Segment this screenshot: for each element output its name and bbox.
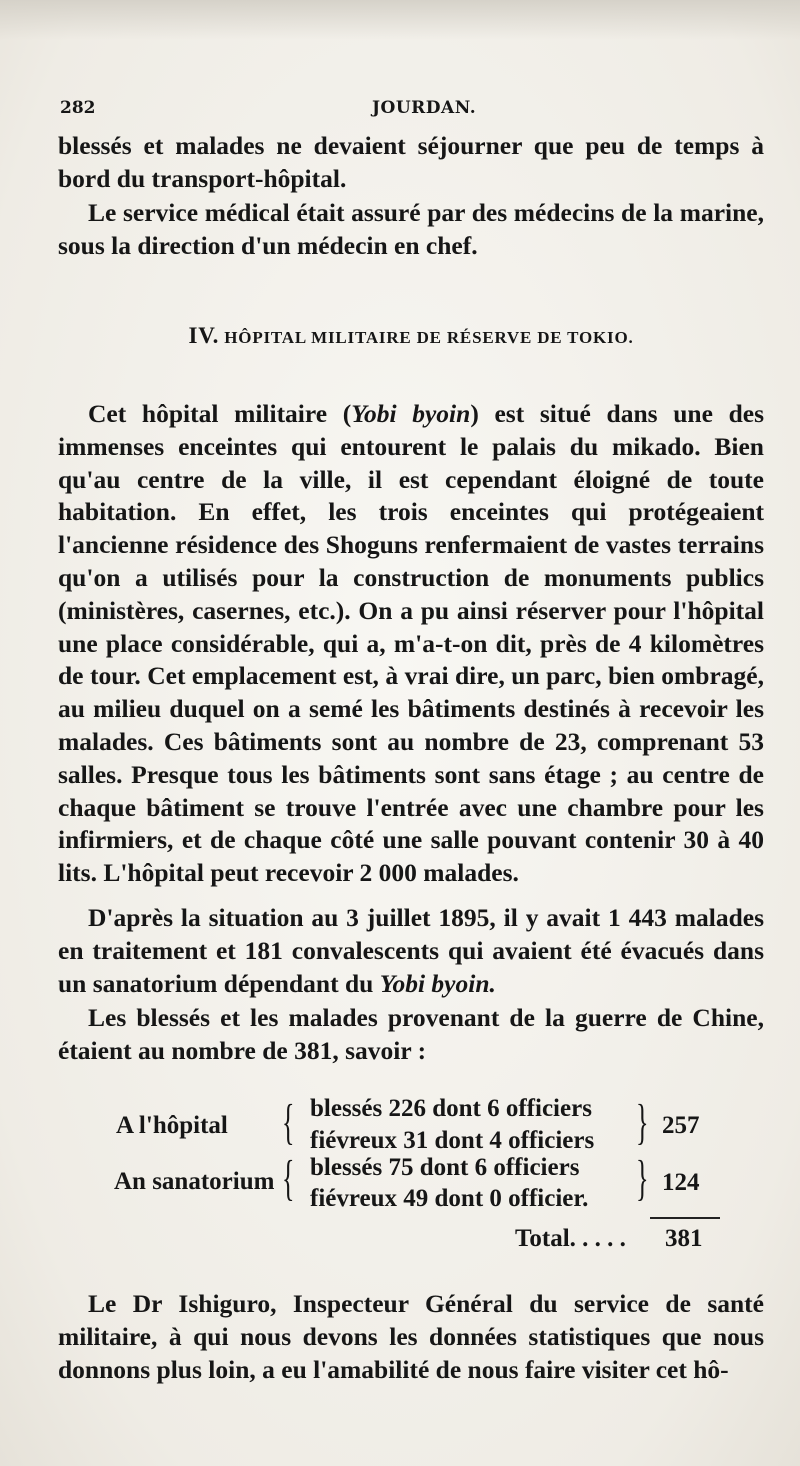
brace-right-sanatorium: } <box>636 1151 649 1207</box>
sum-rule <box>650 1217 720 1219</box>
p3-text-b: ) est situé dans une des immenses enceintes qui entourent le palais du mikado. Bien qu'au centre de la ville, il est cependant éloigné de toute habitation. En effet, les trois enceintes qui protégeaient l'ancienne résidence des Shoguns renfermaient de vastes terrains qu'on a utilisés pour la construction de monuments publics (ministères, casernes, etc.). On a pu ainsi réserver pour l'hôpital une place considérable, qui a, m'a-t-on dit, près de 4 kilomètres de tour. Cet emplacement est, à vrai dire, un parc, bien ombragé, au milieu duquel on a semé les bâtiments destinés à recevoir les malades. Ces bâtiments sont au nombre de 23, comprenant 53 salles. Presque tous les bâtiments sont sans étage ; au centre de chaque bâtiment se trouve l'entrée avec une chambre pour les infirmiers, et de chaque côté une salle pouvant contenir 30 à 40 lits. L'hôpital peut recevoir 2 000 malades. <box>58 399 765 888</box>
p4-italic-name: Yobi byoin. <box>379 968 496 998</box>
section-title: HÔPITAL MILITAIRE DE RÉSERVE DE TOKIO. <box>224 328 634 347</box>
total-label: Total. . . . . <box>515 1225 626 1252</box>
section-numeral: IV. <box>188 323 220 348</box>
paragraph-ishiguro: Le Dr Ishiguro, Inspecteur Général du service de santé militaire, à qui nous devons les données statistiques que nous donnons plus loin, a eu l'amabilité de nous faire visiter cet hô- <box>58 1289 764 1384</box>
brace-left-sanatorium: { <box>282 1151 295 1207</box>
paragraph-medical-service: Le service médical était assuré par des médecins de la marine, sous la direction d'un médecin en chef. <box>58 198 764 260</box>
total-value: 381 <box>665 1225 703 1252</box>
running-title: JOURDAN. <box>372 98 477 118</box>
group-label-sanatorium: An sanatorium <box>114 1168 275 1195</box>
p4-text-a: D'après la situation au 3 juillet 1895, il y avait 1 443 malades en traitement et 181 convalescents qui avaient été évacués dans un sanatorium dépendant du <box>58 903 764 998</box>
p3-italic-name: Yobi byoin <box>351 399 471 428</box>
paragraph-situation <box>58 902 764 1000</box>
p3-text-a: Cet hôpital militaire ( <box>88 399 352 428</box>
section-heading <box>58 323 764 349</box>
table-row-hospital-fever: fiévreux 31 dont 4 officiers <box>310 1127 595 1154</box>
paragraph-hospital-description <box>58 398 764 890</box>
paragraph-continuation: blessés et malades ne devaient séjourner que peu de temps à bord du transport-hôpital. <box>58 131 764 193</box>
subtotal-hospital: 257 <box>662 1112 700 1139</box>
group-label-hospital: A l'hôpital <box>116 1112 228 1139</box>
table-row-sanatorium-fever: fiévreux 49 dont 0 officier. <box>310 1185 589 1212</box>
subtotal-sanatorium: 124 <box>662 1169 700 1196</box>
paragraph-war-casualties: Les blessés et les malades provenant de la guerre de Chine, étaient au nombre de 381, savoir : <box>58 1003 764 1065</box>
table-row-sanatorium-wounded: blessés 75 dont 6 officiers <box>310 1154 580 1181</box>
page-number: 282 <box>60 98 96 118</box>
scan-edge-shadow <box>0 0 800 40</box>
table-row-hospital-wounded: blessés 226 dont 6 officiers <box>310 1095 592 1122</box>
casualty-table <box>0 1095 800 1265</box>
brace-left-hospital: { <box>282 1095 295 1151</box>
running-header <box>60 98 760 122</box>
brace-right-hospital: } <box>636 1095 649 1151</box>
